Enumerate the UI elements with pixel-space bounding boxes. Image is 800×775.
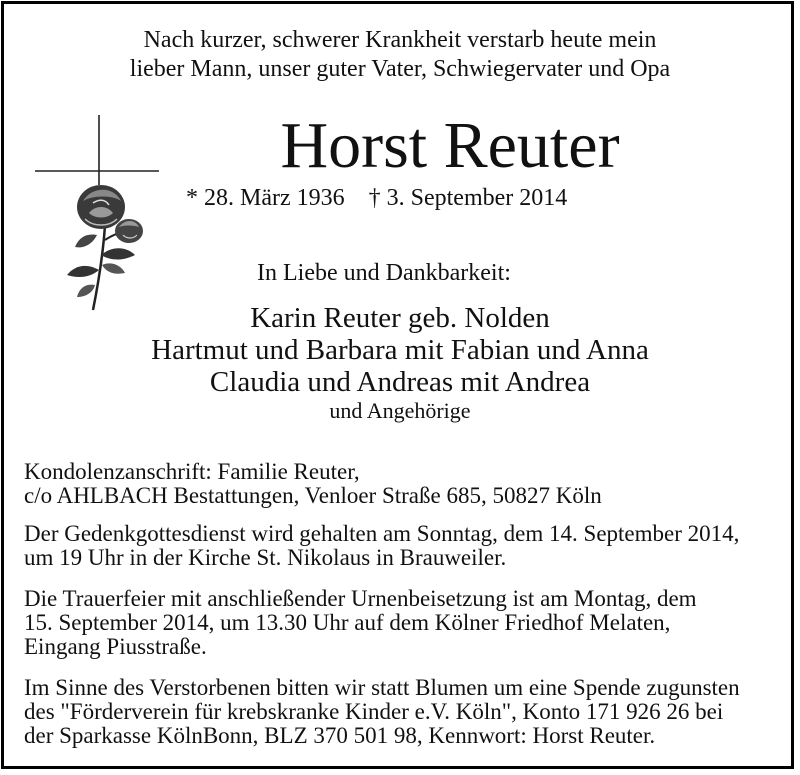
donation-line-3: der Sparkasse KölnBonn, BLZ 370 501 98, Kennwort: Horst Reuter. [24,723,656,748]
burial-line-3: Eingang Piusstraße. [24,634,207,659]
deceased-name: Horst Reuter [280,109,620,182]
burial-info [24,587,784,659]
birth-date: * 28. März 1936 [186,185,345,211]
donation-line-2: des "Förderverein für krebskranke Kinder e.V. Köln", Konto 171 926 26 bei [24,699,724,724]
donation-request [24,676,784,748]
service-line-1: Der Gedenkgottesdienst wird gehalten am Sonntag, dem 14. September 2014, [24,521,740,546]
memorial-service-info [24,522,784,570]
intro-line-2: lieber Mann, unser guter Vater, Schwiegervater und Opa [129,56,671,82]
mourners-list [0,302,800,398]
condolence-line-2: c/o AHLBACH Bestattungen, Venloer Straße 685, 50827 Köln [24,483,602,508]
mourner-line: Hartmut und Barbara mit Fabian und Anna [151,334,649,366]
service-line-2: um 19 Uhr in der Kirche St. Nikolaus in Brauweiler. [24,545,507,570]
mourners-heading: In Liebe und Dankbarkeit: [257,260,511,286]
burial-line-2: 15. September 2014, um 13.30 Uhr auf dem Kölner Friedhof Melaten, [24,610,671,635]
intro-line-1: Nach kurzer, schwerer Krankheit verstarb heute mein [143,27,657,53]
burial-line-1: Die Trauerfeier mit anschließender Urnenbeisetzung ist am Montag, dem [24,586,697,611]
mourner-line: Karin Reuter geb. Nolden [250,302,550,334]
condolence-line-1: Kondolenzanschrift: Familie Reuter, [24,459,360,484]
condolence-address [24,460,784,508]
mourner-line: Claudia und Andreas mit Andrea [209,366,591,398]
death-date: † 3. September 2014 [368,185,568,211]
life-dates [186,183,567,213]
relatives-line: und Angehörige [329,398,471,423]
donation-line-1: Im Sinne des Verstorbenen bitten wir statt Blumen um eine Spende zugunsten [24,675,740,700]
intro-text [0,26,800,84]
